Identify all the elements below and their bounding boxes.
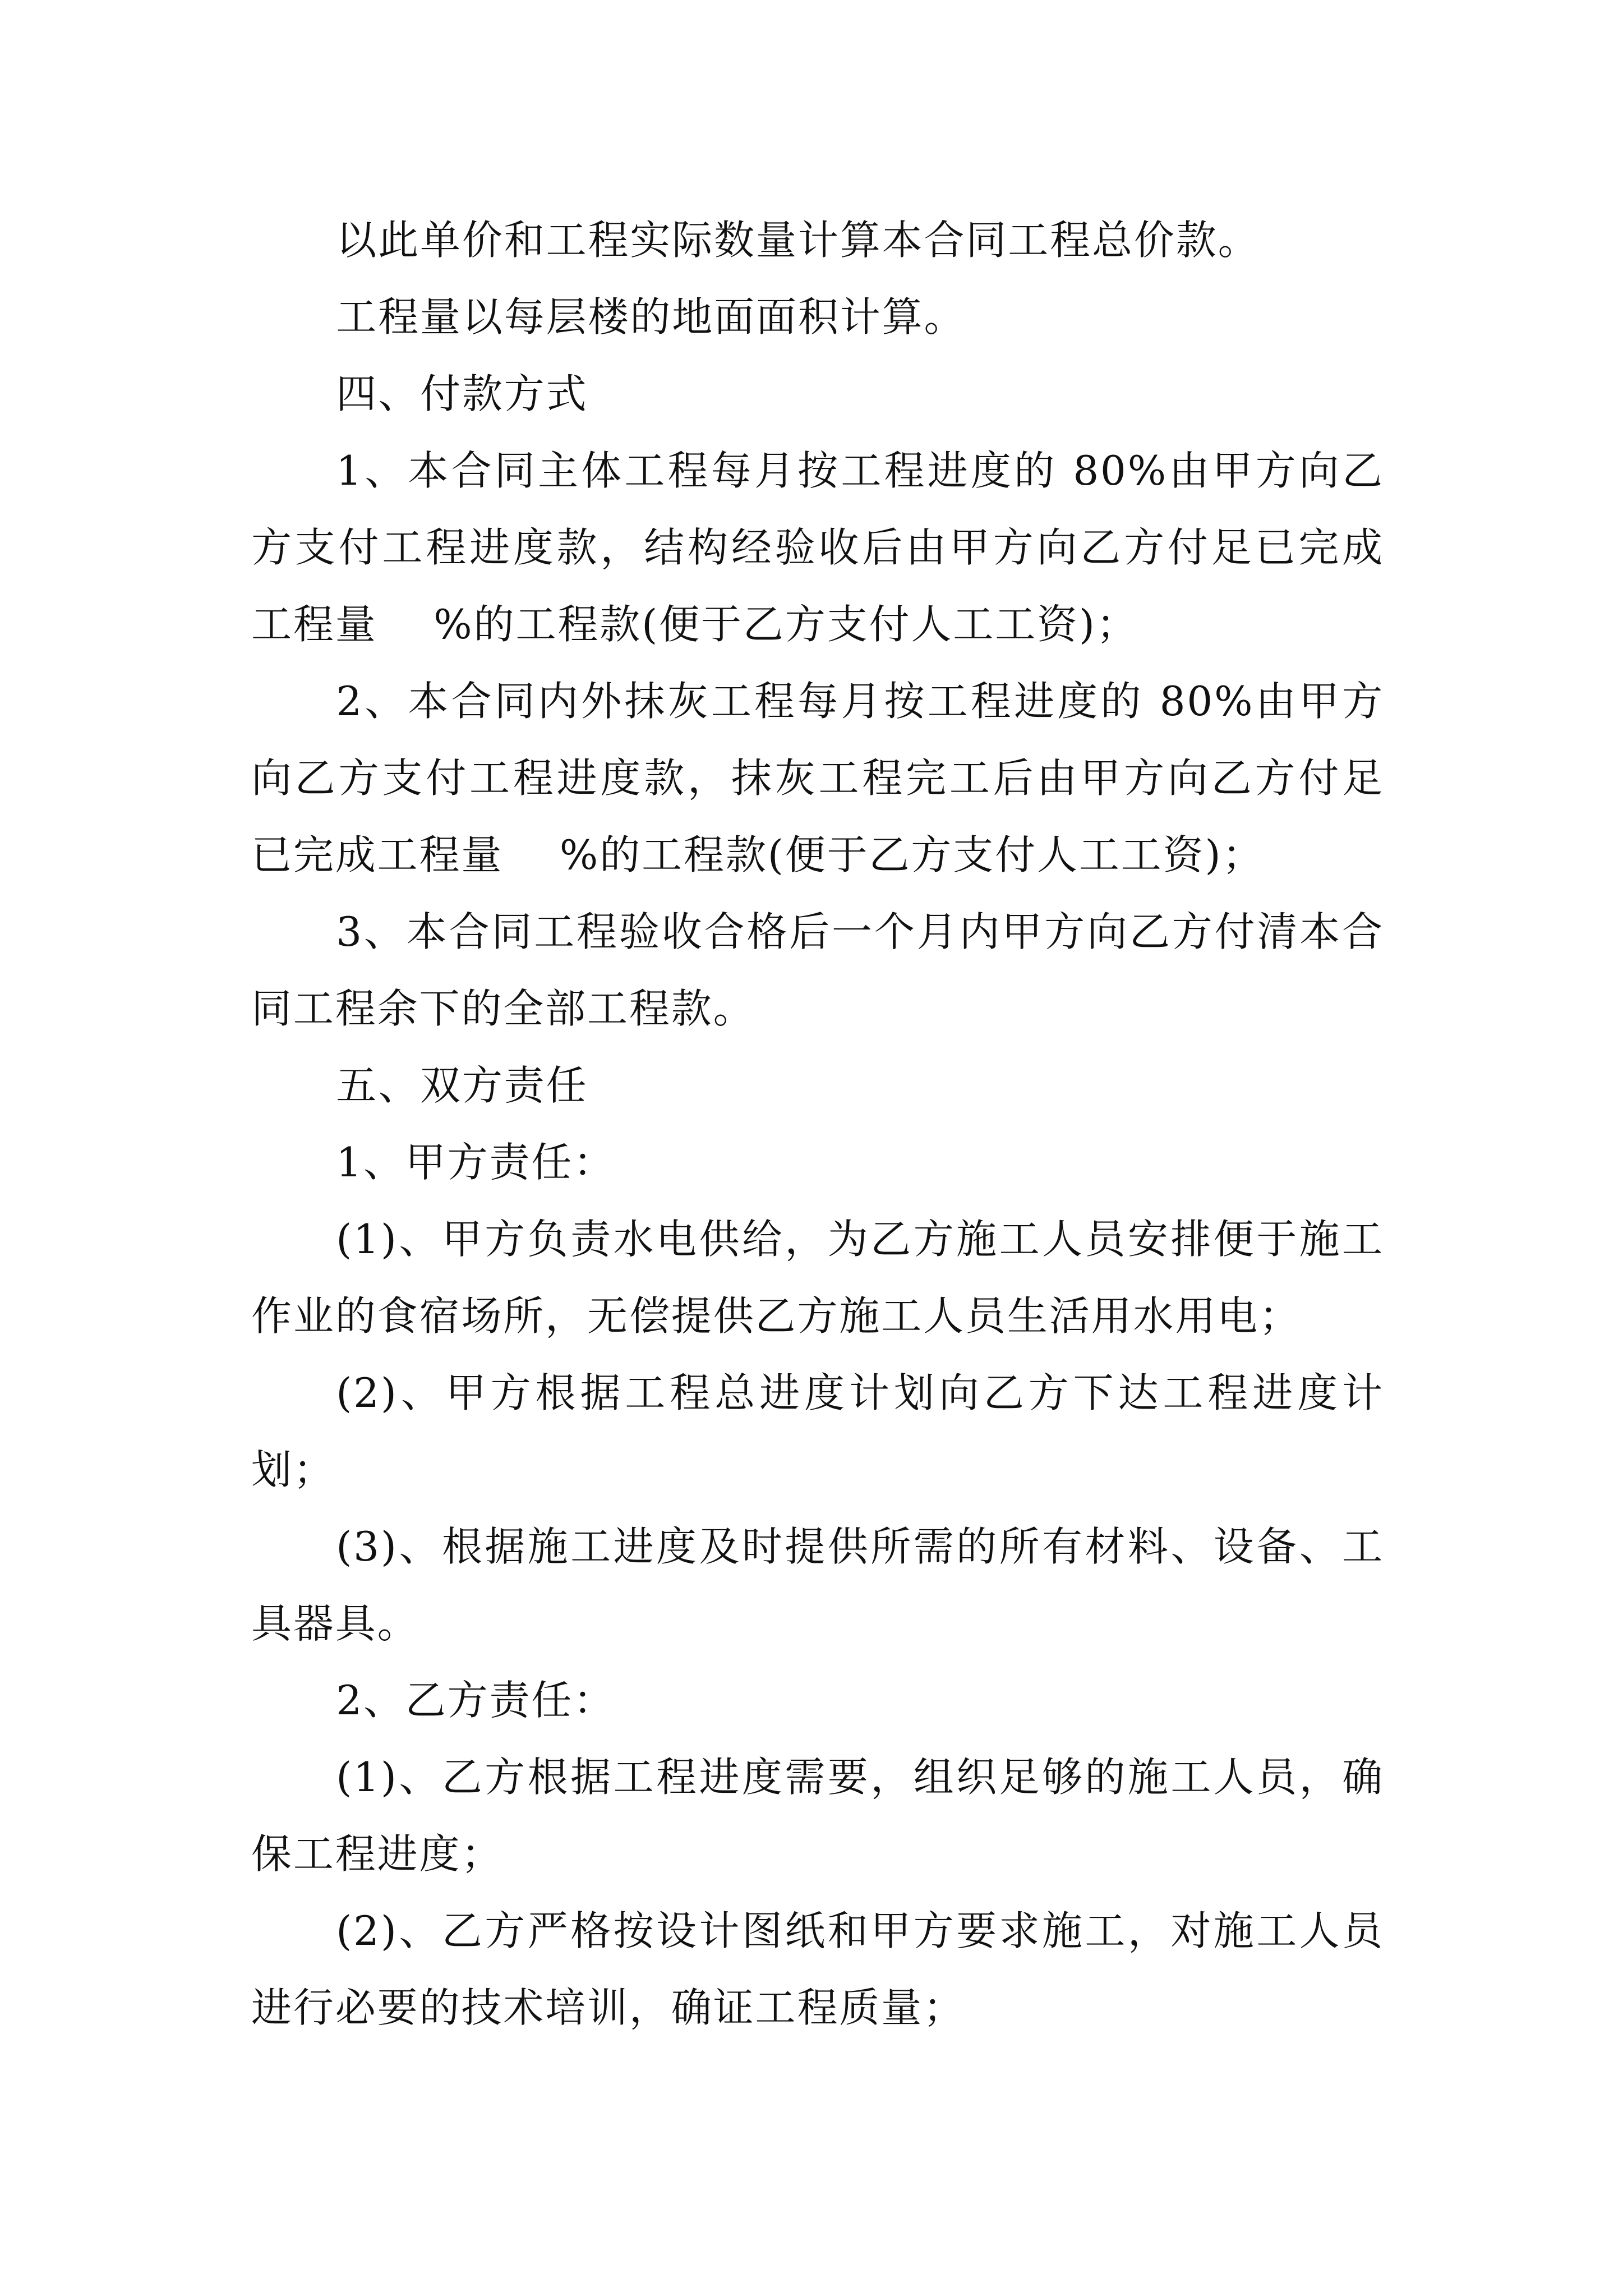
paragraph-party-b-1: (1)、乙方根据工程进度需要，组织足够的施工人员，确保工程进度； bbox=[251, 1754, 1384, 1878]
paragraph-party-a-2: (2)、甲方根据工程总进度计划向乙方下达工程进度计划； bbox=[251, 1369, 1384, 1493]
paragraph-party-a-1: (1)、甲方负责水电供给，为乙方施工人员安排便于施工作业的食宿场所，无偿提供乙方施工人员生活用水用电； bbox=[251, 1216, 1384, 1340]
paragraph-party-a-3: (3)、根据施工进度及时提供所需的所有材料、设备、工具器具。 bbox=[251, 1523, 1384, 1647]
paragraph-party-b-2: (2)、乙方严格按设计图纸和甲方要求施工，对施工人员进行必要的技术培训，确证工程质量； bbox=[251, 1907, 1384, 2031]
paragraph-payment-2: 2、本合同内外抹灰工程每月按工程进度的 80%由甲方向乙方支付工程进度款，抹灰工程完工后由甲方向乙方付足已完成工程量 %的工程款(便于乙方支付人工工资)； bbox=[251, 678, 1384, 878]
section-heading-responsibilities: 五、双方责任 bbox=[336, 1062, 588, 1109]
paragraph-payment-3: 3、本合同工程验收合格后一个月内甲方向乙方付清本合同工程余下的全部工程款。 bbox=[251, 908, 1384, 1032]
paragraph-payment-1: 1、本合同主体工程每月按工程进度的 80%由甲方向乙方支付工程进度款，结构经验收后由甲方向乙方付足已完成工程量 %的工程款(便于乙方支付人工工资)； bbox=[251, 447, 1384, 648]
subheading-party-b: 2、乙方责任： bbox=[336, 1677, 616, 1724]
paragraph-unit-price: 以此单价和工程实际数量计算本合同工程总价款。 bbox=[336, 217, 1260, 264]
section-heading-payment: 四、付款方式 bbox=[336, 370, 588, 417]
subheading-party-a: 1、甲方责任： bbox=[336, 1139, 616, 1186]
paragraph-quantity: 工程量以每层楼的地面面积计算。 bbox=[336, 293, 966, 341]
document-body bbox=[251, 202, 1384, 2046]
